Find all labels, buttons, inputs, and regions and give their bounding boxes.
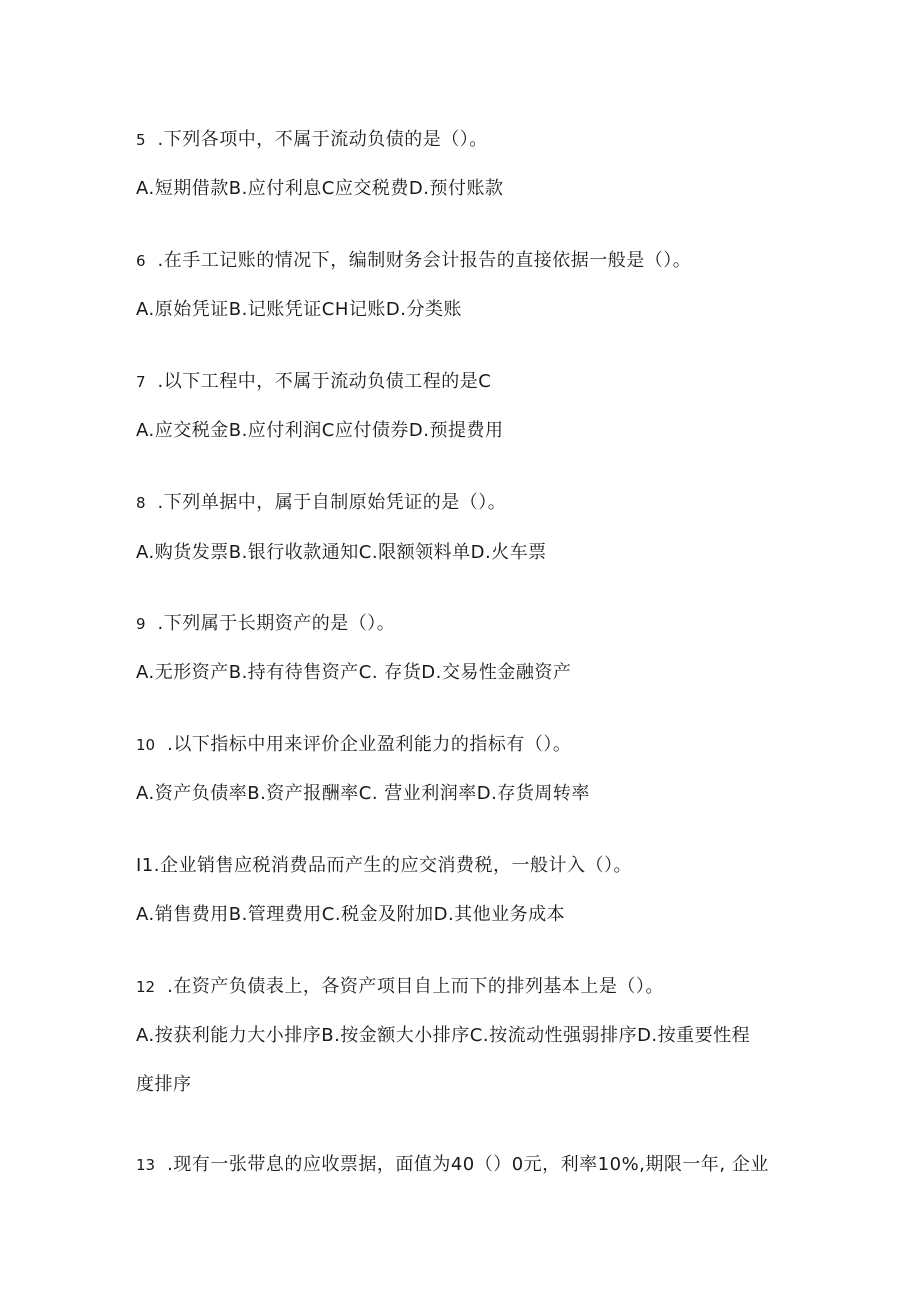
question-text: .在手工记账的情况下，编制财务会计报告的直接依据一般是（）。: [157, 250, 692, 271]
question-12: [136, 974, 664, 1000]
question-8: [136, 490, 506, 516]
question-10: [136, 732, 571, 758]
question-text: .现有一张带息的应收票据，面值为40（）0元，利率10%,期限一年, 企业: [167, 1154, 769, 1175]
question-number: 6: [136, 252, 146, 270]
question-7-options: A.应交税金B.应付利润C应付债券D.预提费用: [136, 420, 504, 441]
question-6: [136, 248, 691, 274]
question-12-options: A.按获利能力大小排序B.按金额大小排序C.按流动性强弱排序D.按重要性程: [136, 1025, 751, 1046]
question-text: .以下指标中用来评价企业盈利能力的指标有（）。: [167, 734, 572, 755]
question-text: .在资产负债表上，各资产项目自上而下的排列基本上是（）。: [167, 976, 664, 997]
question-13: [136, 1152, 769, 1178]
question-number: 5: [136, 131, 146, 149]
question-9: [136, 611, 395, 637]
question-text: .下列单据中，属于自制原始凭证的是（）。: [157, 492, 507, 513]
question-8-options: A.购货发票B.银行收款通知C.限额领料单D.火车票: [136, 542, 547, 563]
question-number: 13: [136, 1156, 156, 1174]
question-text: .下列属于长期资产的是（）。: [157, 613, 396, 634]
question-text: .以下工程中，不属于流动负债工程的是C: [157, 371, 492, 392]
question-number: 10: [136, 736, 156, 754]
question-6-options: A.原始凭证B.记账凭证CH记账D.分类账: [136, 299, 462, 320]
question-11-options: A.销售费用B.管理费用C.税金及附加D.其他业务成本: [136, 904, 566, 925]
question-5: [136, 127, 488, 153]
question-11: [136, 853, 632, 879]
question-text: .下列各项中，不属于流动负债的是（）。: [157, 129, 488, 150]
question-5-options: A.短期借款B.应付利息C应交税费D.预付账款: [136, 178, 504, 199]
question-number: 9: [136, 615, 146, 633]
question-7: [136, 369, 491, 395]
question-number: 8: [136, 494, 146, 512]
question-number: 7: [136, 373, 146, 391]
question-12-options-continued: 度排序: [136, 1074, 192, 1095]
question-text: I1.企业销售应税消费品而产生的应交消费税，一般计入（）。: [136, 855, 632, 876]
question-9-options: A.无形资产B.持有待售资产C. 存货D.交易性金融资产: [136, 662, 572, 683]
question-10-options: A.资产负债率B.资产报酬率C. 营业利润率D.存货周转率: [136, 783, 590, 804]
question-number: 12: [136, 978, 156, 996]
